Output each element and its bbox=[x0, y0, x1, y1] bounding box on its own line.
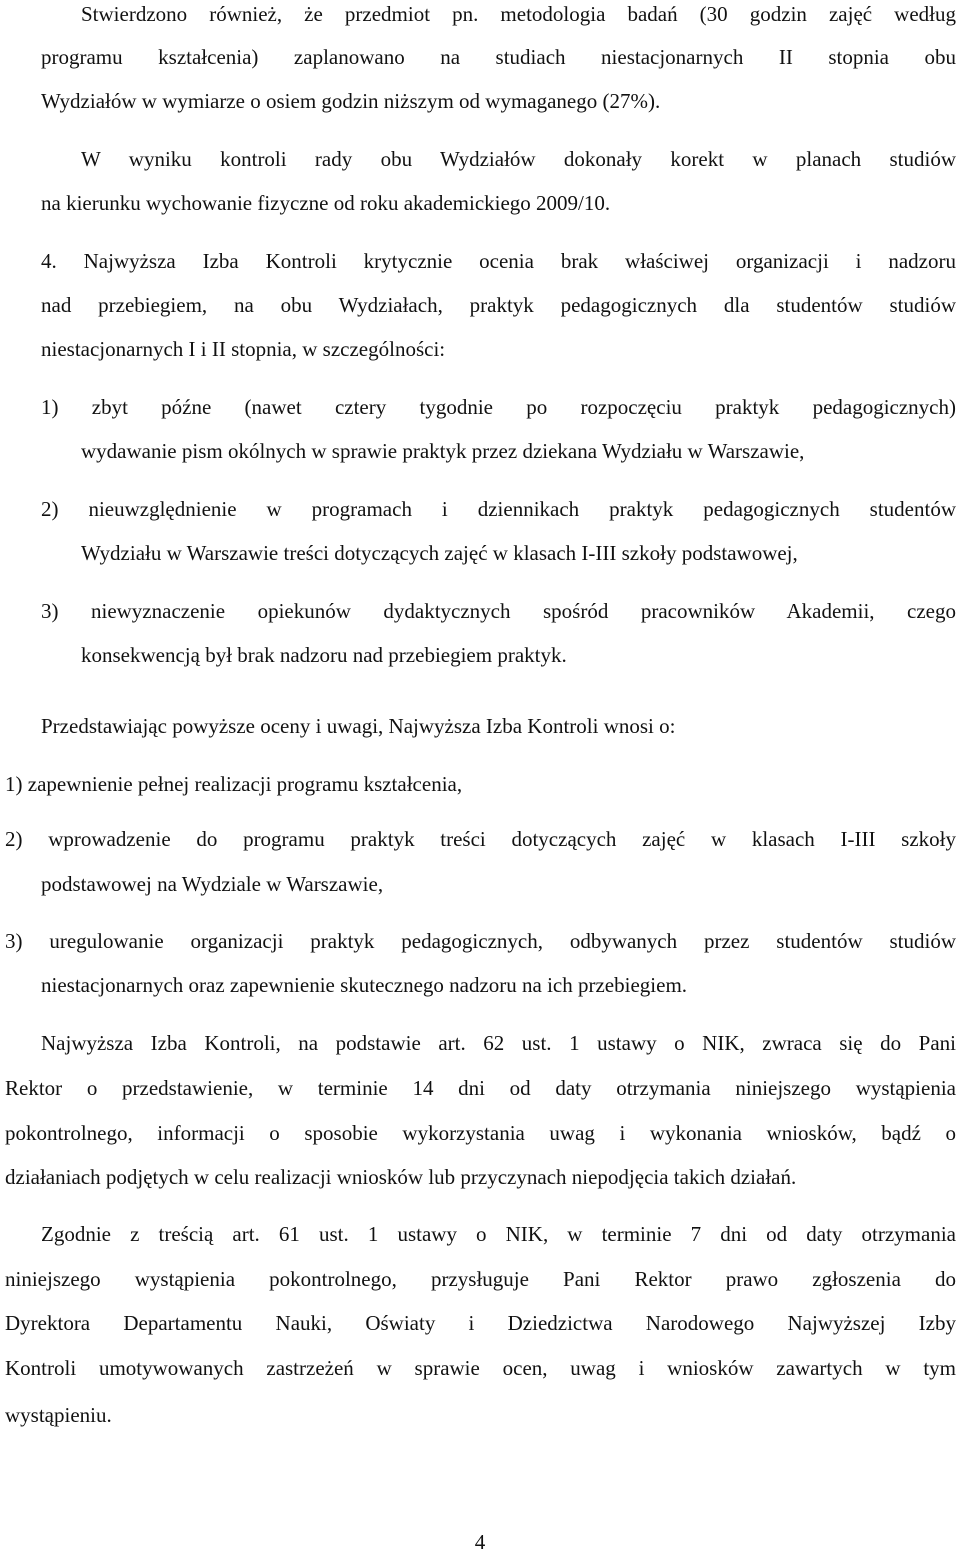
list-item: 1) zapewnienie pełnej realizacji programu kształcenia, bbox=[5, 772, 463, 796]
list-item: 3) niewyznaczenie opiekunów dydaktycznych spośród pracowników Akademii, czego bbox=[41, 599, 956, 623]
text-line: Rektor o przedstawienie, w terminie 14 dni od daty otrzymania niniejszego wystąpienia bbox=[5, 1076, 956, 1100]
text-line: Wydziałów w wymiarze o osiem godzin niższym od wymaganego (27%). bbox=[41, 89, 661, 113]
text-line: nad przebiegiem, na obu Wydziałach, praktyk pedagogicznych dla studentów studiów bbox=[41, 293, 956, 317]
text-line: Zgodnie z treścią art. 61 ust. 1 ustawy o NIK, w terminie 7 dni od daty otrzymania bbox=[41, 1222, 956, 1246]
text-line: działaniach podjętych w celu realizacji wniosków lub przyczynach niepodjęcia takich działań. bbox=[5, 1165, 797, 1189]
text-line: W wyniku kontroli rady obu Wydziałów dokonały korekt w planach studiów bbox=[81, 147, 956, 171]
text-line: pokontrolnego, informacji o sposobie wykorzystania uwag i wykonania wniosków, bądź o bbox=[5, 1121, 956, 1145]
list-item: 3) uregulowanie organizacji praktyk pedagogicznych, odbywanych przez studentów studiów bbox=[5, 929, 956, 953]
text-line: na kierunku wychowanie fizyczne od roku akademickiego 2009/10. bbox=[41, 191, 611, 215]
text-line: niestacjonarnych I i II stopnia, w szczególności: bbox=[41, 337, 446, 361]
text-line: Przedstawiając powyższe oceny i uwagi, Najwyższa Izba Kontroli wnosi o: bbox=[41, 714, 676, 738]
page-number: 4 bbox=[474, 1530, 486, 1554]
list-item-continuation: wydawanie pism okólnych w sprawie praktyk przez dziekana Wydziału w Warszawie, bbox=[81, 439, 805, 463]
list-item: 1) zbyt późne (nawet cztery tygodnie po rozpoczęciu praktyk pedagogicznych) bbox=[41, 395, 956, 419]
text-line: Stwierdzono również, że przedmiot pn. metodologia badań (30 godzin zajęć według bbox=[81, 2, 956, 26]
text-line: programu kształcenia) zaplanowano na studiach niestacjonarnych II stopnia obu bbox=[41, 45, 956, 69]
list-item-continuation: Wydziału w Warszawie treści dotyczących zajęć w klasach I-III szkoły podstawowej, bbox=[81, 541, 798, 565]
list-item-continuation: niestacjonarnych oraz zapewnienie skutecznego nadzoru na ich przebiegiem. bbox=[41, 973, 688, 997]
list-item: 2) wprowadzenie do programu praktyk treści dotyczących zajęć w klasach I-III szkoły bbox=[5, 827, 956, 851]
list-item-continuation: podstawowej na Wydziale w Warszawie, bbox=[41, 872, 384, 896]
list-item-continuation: konsekwencją był brak nadzoru nad przebiegiem praktyk. bbox=[81, 643, 567, 667]
text-line: Dyrektora Departamentu Nauki, Oświaty i Dziedzictwa Narodowego Najwyższej Izby bbox=[5, 1311, 956, 1335]
list-item: 2) nieuwzględnienie w programach i dziennikach praktyk pedagogicznych studentów bbox=[41, 497, 956, 521]
text-line: Kontroli umotywowanych zastrzeżeń w sprawie ocen, uwag i wniosków zawartych w tym bbox=[5, 1356, 956, 1380]
text-line: wystąpieniu. bbox=[5, 1403, 112, 1427]
text-line: niniejszego wystąpienia pokontrolnego, przysługuje Pani Rektor prawo zgłoszenia do bbox=[5, 1267, 956, 1291]
text-line: 4. Najwyższa Izba Kontroli krytycznie ocenia brak właściwej organizacji i nadzoru bbox=[41, 249, 956, 273]
text-line: Najwyższa Izba Kontroli, na podstawie art. 62 ust. 1 ustawy o NIK, zwraca się do Pani bbox=[41, 1031, 956, 1055]
